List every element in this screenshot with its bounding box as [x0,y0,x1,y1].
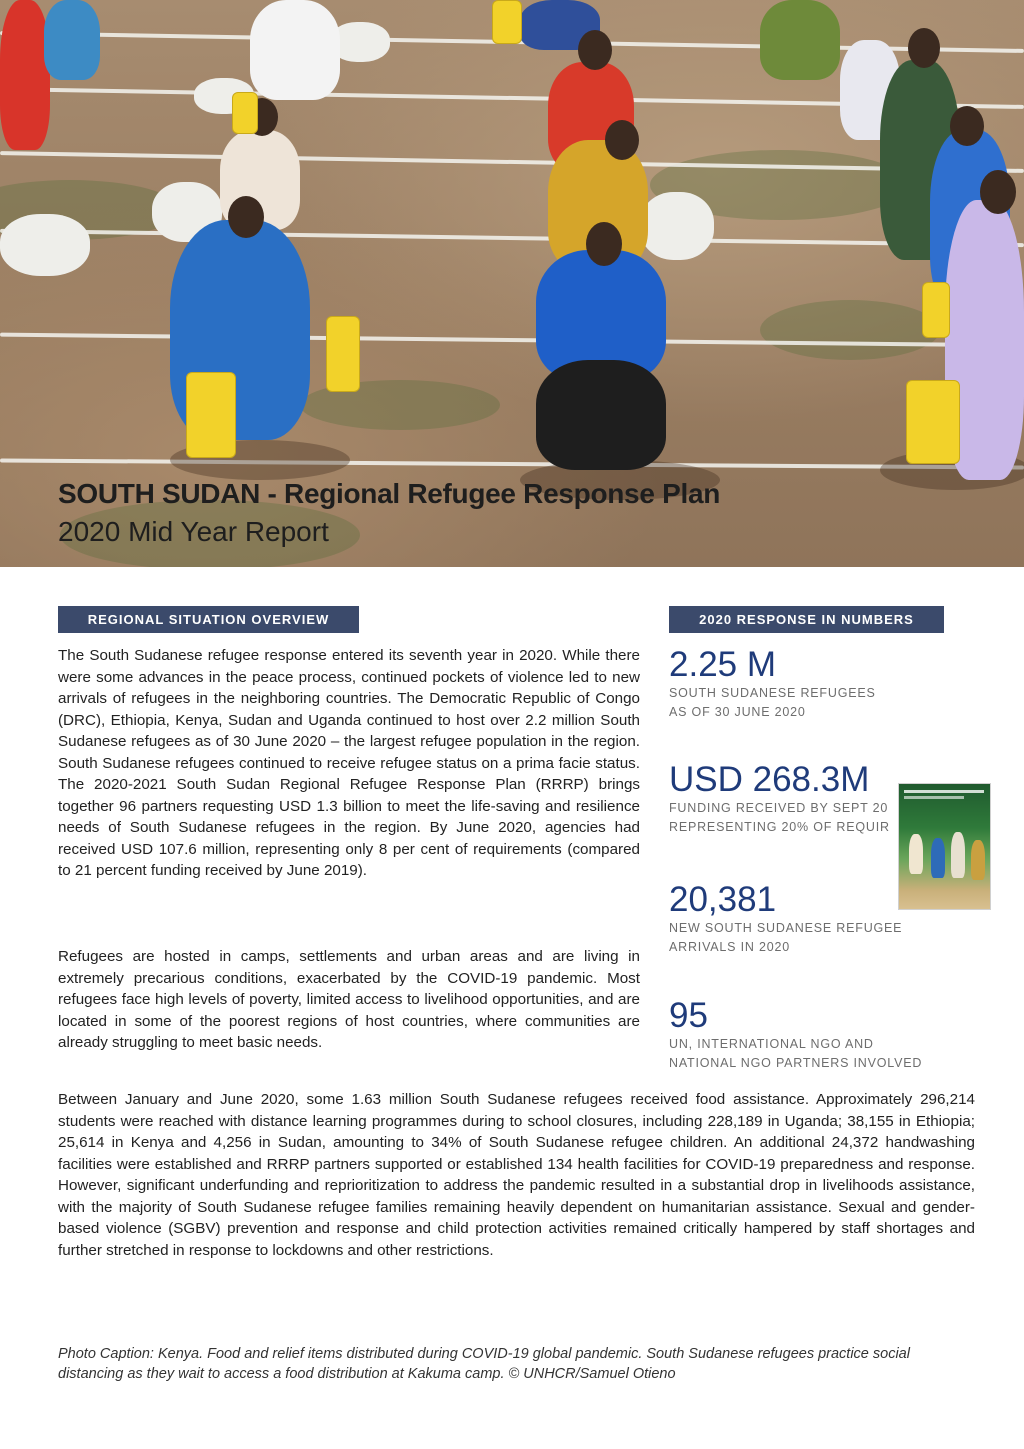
cover-title-bar [904,790,984,793]
photo-caption: Photo Caption: Kenya. Food and relief items distributed during COVID-19 global pandemic. South Sudanese refugees practice social distancing as they wait to access a food distribution at Kakuma camp. © UNHCR/Samuel Otieno [58,1346,910,1382]
numbers-header: 2020 RESPONSE IN NUMBERS [669,606,944,633]
stat-label: UN, INTERNATIONAL NGO AND [669,1037,874,1051]
overview-paragraph-3: Between January and June 2020, some 1.63 million South Sudanese refugees received food assistance. Approximately 296,214 students were reached with distance learning programmes during to school closures, including 228,189 in Uganda; 38,155 in Ethiopia; 25,614 in Kenya and 4,256 in Sudan, amounting to 34% of South Sudanese refugee children. An additional 24,372 handwashing facilities were established and RRRP partners supported or established 134 health facilities for COVID-19 preparedness and response. However, significant underfunding and reprioritization to address the pandemic resulted in a substantial drop in livelihoods assistance, with the majority of South Sudanese refugee families remaining heavily dependent on humanitarian assistance. Sexual and gender-based violence (SGBV) prevention and response and child protection activities remained critically hampered by staff shortages and further stretched in response to lockdowns and other restrictions. [58,1091,975,1259]
stat-label: NATIONAL NGO PARTNERS INVOLVED [669,1056,923,1070]
stat-label: NEW SOUTH SUDANESE REFUGEE [669,921,903,935]
overview-header: REGIONAL SITUATION OVERVIEW [58,606,359,633]
stat-value: 20,381 [669,880,777,919]
stat-new-arrivals [669,881,969,957]
overview-paragraph-1: The South Sudanese refugee response entered its seventh year in 2020. While there were some advances in the peace process, continued pockets of violence led to new arrivals of refugees in the neighboring countries. The Democratic Republic of Congo (DRC), Ethiopia, Kenya, Sudan and Uganda continued to host over 2.2 million South Sudanese refugees as of 30 June 2020 – the largest refugee population in the region. South Sudanese refugees continued to receive refugee status on a prima facie status. The 2020-2021 South Sudan Regional Refugee Response Plan (RRRP) brings together 96 partners requesting USD 1.3 billion to meet the life-saving and resilience needs of South Sudanese refugees in the region. By June 2020, agencies had received USD 107.6 million, representing only 8 per cent of requirements (compared to 21 percent funding received by June 2019). [58,647,640,879]
stat-label: FUNDING RECEIVED BY SEPT 20 [669,801,889,815]
stat-label: ARRIVALS IN 2020 [669,940,790,954]
stat-partners [669,997,969,1073]
stat-refugees [669,646,969,722]
stat-label: AS OF 30 JUNE 2020 [669,705,806,719]
report-subtitle: 2020 Mid Year Report [58,516,329,547]
cover-subtitle-bar [904,796,964,799]
stat-value: USD 268.3M [669,761,870,799]
stat-funding [669,761,897,837]
stat-value: 2.25 M [669,645,776,684]
hero-photo [0,0,1024,567]
report-title: SOUTH SUDAN - Regional Refugee Response Plan [58,478,721,509]
overview-paragraph-2: Refugees are hosted in camps, settlements and urban areas and are living in extremely precarious conditions, exacerbated by the COVID-19 pandemic. Most refugees face high levels of poverty, limited access to livelihood opportunities, and are located in some of the poorest regions of host countries, where communities are already struggling to meet basic needs. [58,948,640,1051]
stat-label: REPRESENTING 20% OF REQUIR [669,820,890,834]
stat-label: SOUTH SUDANESE REFUGEES [669,686,876,700]
stat-value: 95 [669,996,708,1035]
